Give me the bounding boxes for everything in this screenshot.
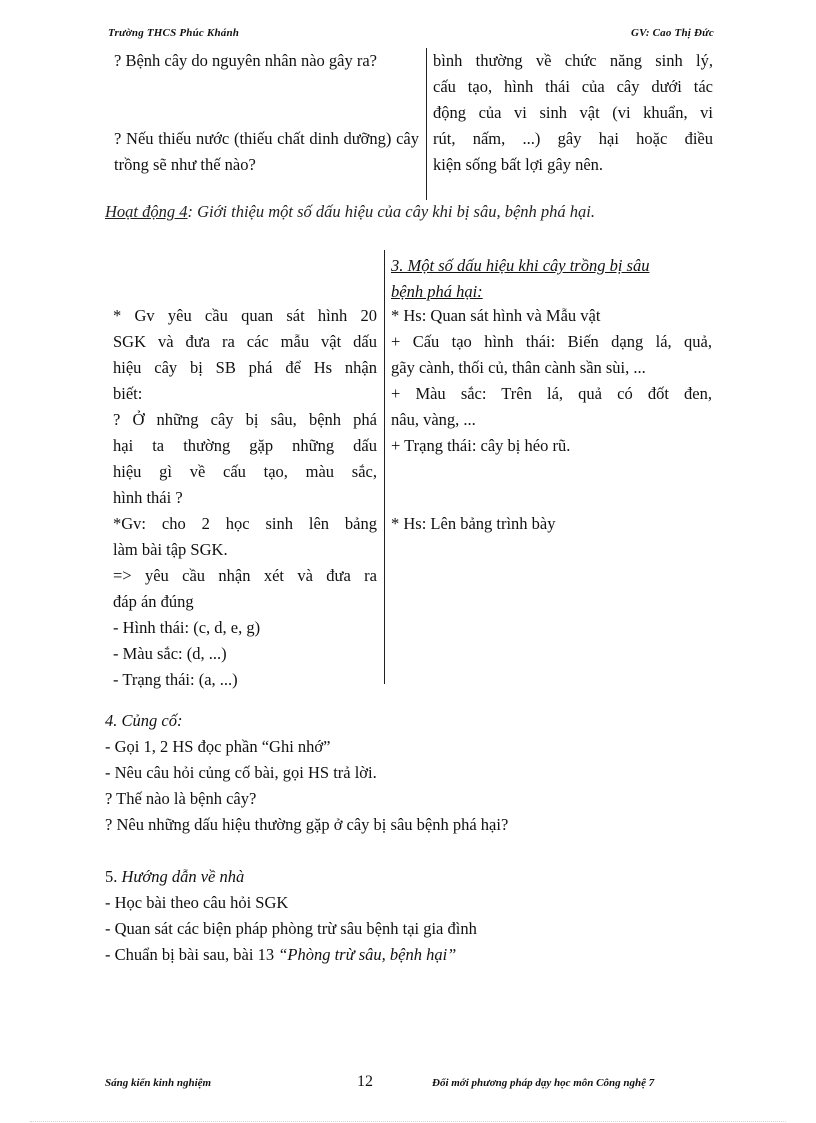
footer-right: Đổi mới phương pháp dạy học môn Công nghệ 7 [432, 1077, 655, 1089]
student-line: gãy cành, thối củ, thân cành sần sùi, ... [391, 358, 646, 377]
section-5-title [105, 864, 508, 890]
teacher-line: hiệu cây bị SB phá để Hs nhận [113, 358, 377, 377]
student-line: + Màu sắc: Trên lá, quả có đốt đen, [391, 384, 712, 403]
question-water: ? Nếu thiếu nước (thiếu chất dinh dưỡng) cây trồng sẽ như thế nào? [114, 129, 419, 174]
activity-4-text: : Giới thiệu một số dấu hiệu của cây khi bị sâu, bệnh phá hại. [187, 202, 595, 221]
section-5-line: - Quan sát các biện pháp phòng trừ sâu bệnh tại gia đình [105, 919, 477, 938]
question-cause: ? Bệnh cây do nguyên nhân nào gây ra? [114, 51, 377, 70]
answer-line: cấu tạo, hình thái của cây dưới tác [433, 77, 713, 96]
answer-line: kiện sống bất lợi gây nên. [433, 155, 604, 174]
teacher-line: hại ta thường gặp những dấu [113, 436, 377, 455]
teacher-line: - Hình thái: (c, d, e, g) [113, 618, 261, 637]
activity-4-label: Hoạt động 4 [105, 202, 188, 221]
table1-left [114, 48, 419, 178]
table2-divider [384, 250, 385, 684]
table2-left [113, 303, 377, 693]
section-5-title-text: Hướng dẫn về nhà [121, 867, 245, 886]
page-edge [30, 1121, 786, 1122]
section-5-line: - Học bài theo câu hỏi SGK [105, 893, 289, 912]
lesson-13-title: “Phòng trừ sâu, bệnh hại” [278, 945, 457, 964]
section-3-title: 3. Một số dấu hiệu khi cây trồng bị sâu [391, 256, 650, 275]
teacher-line: đáp án đúng [113, 592, 194, 611]
teacher-line: - Màu sắc: (d, ...) [113, 644, 227, 663]
answer-line: bình thường về chức năng sinh lý, [433, 51, 713, 70]
section-5-prefix: - Chuẩn bị bài sau, bài 13 [105, 945, 279, 964]
student-board: * Hs: Lên bảng trình bày [391, 514, 556, 533]
teacher-line: - Trạng thái: (a, ...) [113, 670, 238, 689]
section-4-line: ? Nêu những dấu hiệu thường gặp ở cây bị sâu bệnh phá hại? [105, 815, 509, 834]
student-line: * Hs: Quan sát hình và Mẫu vật [391, 306, 601, 325]
section-4-line: ? Thế nào là bệnh cây? [105, 789, 257, 808]
page-number: 12 [357, 1073, 373, 1090]
activity-4-heading [105, 202, 595, 222]
closing-sections [105, 708, 508, 968]
footer-left: Sáng kiến kinh nghiệm [105, 1077, 212, 1089]
teacher-line: => yêu cầu nhận xét và đưa ra [113, 566, 377, 585]
teacher-line: * Gv yêu cầu quan sát hình 20 [113, 306, 377, 325]
section-4-title: 4. Củng cố: [105, 711, 183, 730]
student-line: nâu, vàng, ... [391, 410, 476, 429]
table1-divider [426, 48, 427, 200]
answer-line: rút, nấm, ...) gây hại hoặc điều [433, 129, 713, 148]
section-5-number: 5. [105, 867, 118, 886]
header-teacher: GV: Cao Thị Đức [630, 27, 714, 39]
teacher-line: SGK và đưa ra các mẫu vật dấu [113, 332, 377, 351]
table2-title [391, 253, 721, 305]
header-school: Trường THCS Phúc Khánh [108, 27, 240, 39]
teacher-line: hiệu gì về cấu tạo, màu sắc, [113, 462, 377, 481]
student-line: + Trạng thái: cây bị héo rũ. [391, 436, 571, 455]
table1-right [433, 48, 713, 178]
teacher-line: ? Ở những cây bị sâu, bệnh phá [113, 410, 377, 429]
table2-right [391, 303, 712, 537]
teacher-line: hình thái ? [113, 488, 183, 507]
answer-line: động của vi sinh vật (vi khuẩn, vi [433, 103, 713, 122]
teacher-line: làm bài tập SGK. [113, 540, 228, 559]
student-line: + Cấu tạo hình thái: Biến dạng lá, quả, [391, 332, 712, 351]
section-4-line: - Nêu câu hỏi củng cố bài, gọi HS trả lời. [105, 763, 377, 782]
section-4-line: - Gọi 1, 2 HS đọc phần “Ghi nhớ” [105, 737, 331, 756]
teacher-line: *Gv: cho 2 học sinh lên bảng [113, 514, 377, 533]
teacher-line: biết: [113, 384, 143, 403]
section-5-line-last [105, 942, 508, 968]
section-3-title-cont: bệnh phá hại: [391, 282, 483, 301]
